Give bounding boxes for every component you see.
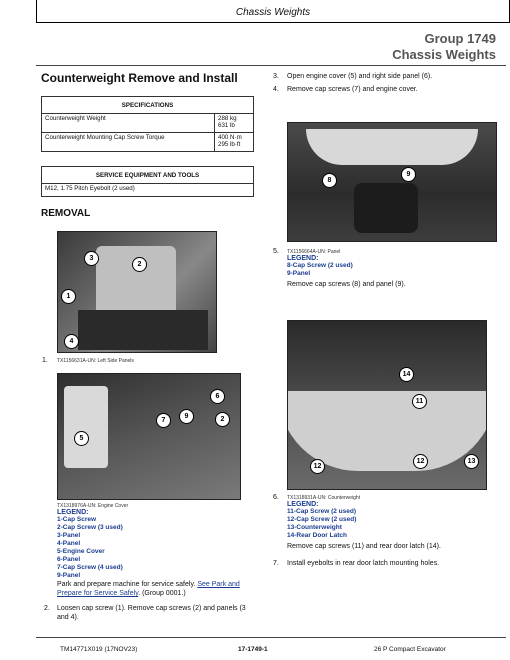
legend-item: 9-Panel: [287, 270, 311, 277]
step-6-number: 6.: [273, 494, 279, 501]
step-6-text: Remove cap screws (11) and rear door latch (14).: [287, 543, 441, 550]
step-1-number: 1.: [42, 357, 48, 364]
legend-item: 14-Rear Door Latch: [287, 532, 347, 539]
park-text: Park and prepare machine for service safely.: [57, 581, 196, 588]
step-5-legend-block: [287, 249, 353, 278]
step-4-text: Remove cap screws (7) and engine cover.: [287, 86, 418, 93]
callout-label-7: 7: [156, 413, 171, 428]
step-3-text: Open engine cover (5) and right side panel (6).: [287, 73, 433, 80]
spec-label: Counterweight Weight: [42, 114, 215, 133]
spec-value-imperial: 295 lb·ft: [218, 141, 241, 148]
callout-label-5: 5: [74, 431, 89, 446]
step-6-legend-title: LEGEND:: [287, 501, 319, 508]
callout-label-4: 4: [64, 334, 79, 349]
legend-item: 5-Engine Cover: [57, 548, 105, 555]
step-6-caption: TX1318931A-UN: Counterweight: [287, 495, 361, 501]
legend-item: 9-Panel: [57, 572, 81, 579]
callout-label-2: 2: [132, 257, 147, 272]
step-5-legend-title: LEGEND:: [287, 255, 319, 262]
track-shape: [78, 310, 208, 350]
step-4-number: 4.: [273, 86, 279, 93]
group-title: Chassis Weights: [392, 47, 496, 62]
spec-value-metric: 400 N·m: [218, 134, 242, 141]
footer-model: 26 P Compact Excavator: [374, 646, 446, 653]
table-row: [42, 114, 254, 133]
callout-label-12: 12: [310, 459, 325, 474]
callout-label-9: 9: [179, 409, 194, 424]
section-title: Counterweight Remove and Install: [41, 71, 238, 85]
callout-label-3: 3: [84, 251, 99, 266]
spec-label: Counterweight Mounting Cap Screw Torque: [42, 133, 215, 152]
footer-page-number: 17-1749-1: [238, 646, 268, 653]
callout-label-6: 6: [210, 389, 225, 404]
counterweight-image: [287, 320, 487, 490]
group-number: Group 1749: [424, 31, 496, 46]
footer-manual-id: TM14771X019 (17NOV23): [60, 646, 138, 653]
legend-item: 4-Panel: [57, 540, 81, 547]
step-5-number: 5.: [273, 248, 279, 255]
legend-item: 7-Cap Screw (4 used): [57, 564, 123, 571]
step-3-number: 3.: [273, 73, 279, 80]
spec-value: [215, 133, 254, 152]
spec-value-metric: 288 kg: [218, 115, 237, 122]
callout-label-11: 11: [412, 394, 427, 409]
panel-image: [287, 122, 497, 242]
spec-value-imperial: 631 lb: [218, 122, 235, 129]
specifications-heading: SPECIFICATIONS: [42, 97, 254, 114]
callout-label-12: 12: [413, 454, 428, 469]
step-2-number: 2.: [44, 605, 50, 612]
legend-item: 2-Cap Screw (3 used): [57, 524, 123, 531]
engine-cover-legend-title: LEGEND:: [57, 509, 89, 516]
callout-label-1: 1: [61, 289, 76, 304]
spec-value: [215, 114, 254, 133]
tools-table: [41, 166, 254, 197]
step-7-number: 7.: [273, 560, 279, 567]
legend-item: 3-Panel: [57, 532, 81, 539]
table-row: [42, 133, 254, 152]
park-instruction: [57, 580, 257, 598]
callout-label-9: 9: [401, 167, 416, 182]
engine-component-shape: [354, 183, 418, 233]
callout-label-2: 2: [215, 412, 230, 427]
step-5-text: Remove cap screws (8) and panel (9).: [287, 281, 406, 288]
legend-item: 6-Panel: [57, 556, 81, 563]
engine-cover-shape: [64, 386, 108, 468]
running-header: [36, 0, 510, 23]
step-5-caption: TX1156664A-UN: Panel: [287, 249, 341, 255]
panel-shape: [306, 129, 478, 165]
footer-divider: [36, 637, 506, 638]
legend-item: 8-Cap Screw (2 used): [287, 262, 353, 269]
legend-item: 11-Cap Screw (2 used): [287, 508, 356, 515]
specifications-table: [41, 96, 254, 152]
callout-label-14: 14: [399, 367, 414, 382]
park-safety-link[interactable]: See Park and Prepare for Service Safely: [57, 581, 240, 597]
engine-cover-legend-block: [57, 503, 257, 598]
engine-cover-caption: TX1318976A-UN: Engine Cover: [57, 503, 129, 509]
step-1-caption: TX1156631A-UN: Left Side Panels: [57, 358, 134, 364]
step-6-legend-block: [287, 495, 360, 540]
removal-heading: REMOVAL: [41, 208, 91, 219]
callout-label-8: 8: [322, 173, 337, 188]
tools-item: M12, 1.75 Pitch Eyebolt (2 used): [42, 184, 254, 197]
legend-item: 13-Counterweight: [287, 524, 342, 531]
header-divider: [36, 65, 506, 66]
legend-item: 1-Cap Screw: [57, 516, 97, 523]
tools-heading: SERVICE EQUIPMENT AND TOOLS: [42, 167, 254, 184]
park-reference: . (Group 0001.): [138, 590, 186, 597]
callout-label-13: 13: [464, 454, 479, 469]
engine-cover-image: [57, 373, 241, 500]
step-7-text: Install eyebolts in rear door latch mounting holes.: [287, 560, 440, 567]
left-side-panels-image: [57, 231, 217, 353]
step-2-text: Loosen cap screw (1). Remove cap screws (2) and panels (3 and 4).: [57, 605, 246, 621]
running-header-title: Chassis Weights: [235, 7, 311, 18]
legend-item: 12-Cap Screw (2 used): [287, 516, 357, 523]
